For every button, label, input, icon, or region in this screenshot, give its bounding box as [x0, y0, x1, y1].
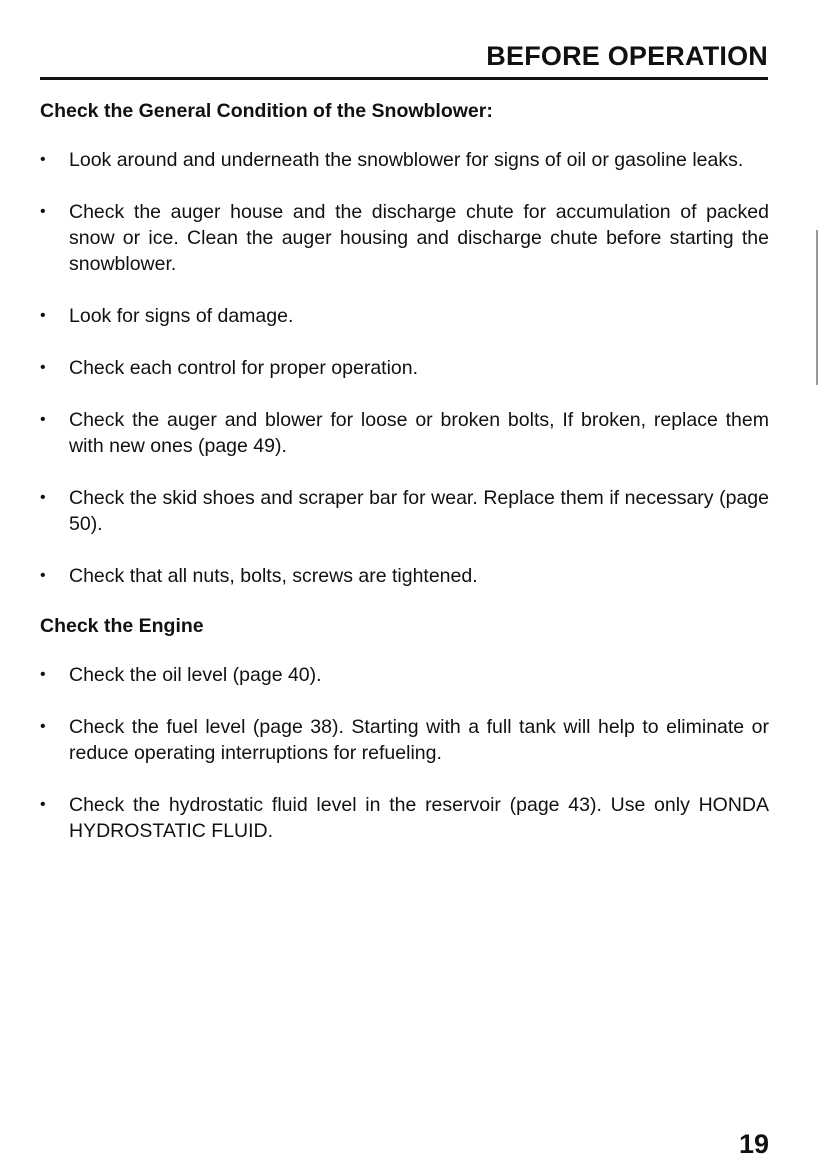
bullet-icon: • — [40, 567, 46, 584]
checklist-item — [40, 147, 769, 173]
general-condition-heading: Check the General Condition of the Snowblower: — [40, 100, 493, 122]
checklist-item-text: Check the skid shoes and scraper bar for wear. Replace them if necessary (page 50). — [69, 487, 769, 535]
checklist-item — [40, 303, 769, 329]
checklist-item — [40, 792, 769, 844]
checklist-item-text: Check that all nuts, bolts, screws are tightened. — [69, 565, 478, 587]
checklist-item-text: Check the oil level (page 40). — [69, 664, 322, 686]
bullet-icon: • — [40, 151, 46, 168]
bullet-icon: • — [40, 796, 46, 813]
checklist-item-text: Check the auger and blower for loose or broken bolts, If broken, replace them with new ones (page 49). — [69, 409, 769, 457]
engine-heading: Check the Engine — [40, 615, 204, 637]
bullet-icon: • — [40, 718, 46, 735]
page-edge-mark — [816, 230, 818, 385]
page-number: 19 — [738, 1129, 769, 1159]
checklist-item — [40, 563, 769, 589]
checklist-item-text: Check the hydrostatic fluid level in the reservoir (page 43). Use only HONDA HYDROSTATIC FLUID. — [69, 794, 769, 842]
bullet-icon: • — [40, 203, 46, 220]
engine-checklist — [40, 662, 769, 844]
bullet-icon: • — [40, 359, 46, 376]
bullet-icon: • — [40, 307, 46, 324]
checklist-item-text: Check the fuel level (page 38). Starting with a full tank will help to eliminate or reduce operating interruptions for refueling. — [69, 716, 769, 764]
checklist-item — [40, 662, 769, 688]
checklist-item-text: Look for signs of damage. — [69, 305, 294, 327]
page-title: BEFORE OPERATION — [486, 41, 768, 71]
title-underline — [40, 77, 768, 80]
checklist-item-text: Check each control for proper operation. — [69, 357, 419, 379]
bullet-icon: • — [40, 411, 46, 428]
checklist-item — [40, 407, 769, 459]
bullet-icon: • — [40, 666, 46, 683]
page-content — [40, 98, 769, 844]
checklist-item — [40, 485, 769, 537]
checklist-item-text: Check the auger house and the discharge chute for accumulation of packed snow or ice. Clean the auger housing and discharge chute before starting the snowblower. — [69, 201, 769, 275]
checklist-item-text: Look around and underneath the snowblower for signs of oil or gasoline leaks. — [69, 149, 744, 171]
checklist-item — [40, 355, 769, 381]
checklist-item — [40, 714, 769, 766]
checklist-item — [40, 199, 769, 277]
bullet-icon: • — [40, 489, 46, 506]
general-condition-checklist — [40, 147, 769, 589]
